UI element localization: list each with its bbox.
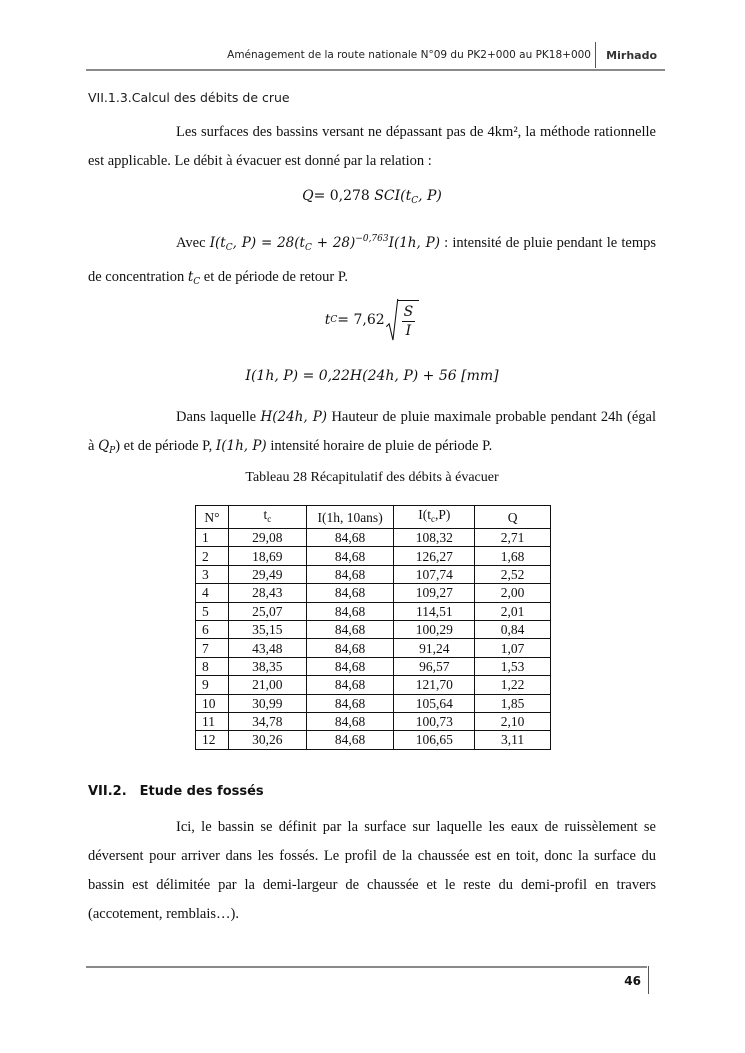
table-row xyxy=(196,602,551,620)
table-row xyxy=(196,676,551,694)
table-cell: 21,00 xyxy=(228,676,306,694)
table-row xyxy=(196,639,551,657)
table-cell: 2,10 xyxy=(475,712,551,730)
table-row xyxy=(196,547,551,565)
eq-q-end: , P) xyxy=(418,188,442,204)
p3-qp-sub: P xyxy=(109,446,116,456)
section-heading-calcul: VII.1.3.Calcul des débits de crue xyxy=(88,90,290,105)
equation-i xyxy=(88,368,656,384)
table-cell: 1 xyxy=(196,529,229,547)
table-cell: 84,68 xyxy=(306,547,394,565)
header-q: Q xyxy=(475,506,551,529)
table-cell: 2 xyxy=(196,547,229,565)
table-cell: 38,35 xyxy=(228,657,306,675)
table-cell: 100,73 xyxy=(394,712,475,730)
p3-d: intensité horaire de pluie de période P. xyxy=(266,438,493,454)
table-cell: 105,64 xyxy=(394,694,475,712)
table-caption: Tableau 28 Récapitulatif des débits à évacuer xyxy=(245,470,499,485)
p3-h: H(24h, P) xyxy=(260,409,328,425)
table-cell: 29,08 xyxy=(228,529,306,547)
table-cell: 11 xyxy=(196,712,229,730)
formula-d: C xyxy=(304,243,312,253)
formula-e: + 28) xyxy=(311,235,356,251)
eq-tc-symbol: t xyxy=(324,312,331,328)
eq-q-sci: SCI xyxy=(374,188,401,204)
paragraph-avec xyxy=(88,225,656,297)
eq-q-args: (t xyxy=(400,188,412,204)
table-cell: 121,70 xyxy=(394,676,475,694)
table-cell: 84,68 xyxy=(306,565,394,583)
table-cell: 25,07 xyxy=(228,602,306,620)
header-itc-sub: c xyxy=(431,514,436,524)
table-cell: 10 xyxy=(196,694,229,712)
fosses-text: Ici, le bassin se définit par la surface sur laquelle les eaux de ruissèlement se déversent pour arriver dans les fossés. Le profil de la chaussée est en toit, donc la surface du bassin est délimitée par la demi-largeur de chaussée et le reste du demi-profil en travers (accotement, remblais…). xyxy=(88,819,656,922)
table-cell: 114,51 xyxy=(394,602,475,620)
equation-q xyxy=(88,188,656,206)
table-row xyxy=(196,657,551,675)
table-cell: 0,84 xyxy=(475,620,551,638)
table-cell: 3 xyxy=(196,565,229,583)
equation-tc xyxy=(88,298,656,342)
p3-c: ) et de période P, xyxy=(115,438,216,454)
eq-tc-fraction xyxy=(398,300,420,340)
table-cell: 30,99 xyxy=(228,694,306,712)
recap-table xyxy=(195,505,551,750)
table-cell: 109,27 xyxy=(394,584,475,602)
table-row xyxy=(196,731,551,749)
table-cell: 84,68 xyxy=(306,639,394,657)
table-cell: 1,68 xyxy=(475,547,551,565)
eq-q-coef: = 0,278 xyxy=(313,188,375,204)
header-rule xyxy=(86,69,665,71)
header-itc-label: I(t xyxy=(418,507,432,522)
table-cell: 2,01 xyxy=(475,602,551,620)
table-cell: 91,24 xyxy=(394,639,475,657)
table-row xyxy=(196,694,551,712)
table-cell: 84,68 xyxy=(306,602,394,620)
table-cell: 1,53 xyxy=(475,657,551,675)
table-cell: 108,32 xyxy=(394,529,475,547)
table-cell: 1,85 xyxy=(475,694,551,712)
section-heading-fosses: VII.2. Etude des fossés xyxy=(88,784,264,799)
table-row xyxy=(196,620,551,638)
table-cell: 2,71 xyxy=(475,529,551,547)
table-cell: 30,26 xyxy=(228,731,306,749)
table-cell: 84,68 xyxy=(306,731,394,749)
header-itc-end: ,P) xyxy=(435,507,451,522)
table-cell: 6 xyxy=(196,620,229,638)
header-tc-sub: c xyxy=(267,514,272,524)
header-divider xyxy=(595,42,596,68)
table-cell: 12 xyxy=(196,731,229,749)
radical-sign xyxy=(385,298,399,342)
footer-divider xyxy=(648,966,649,994)
p3-a: Dans laquelle xyxy=(176,409,261,425)
table-cell: 84,68 xyxy=(306,620,394,638)
p3-b: Hauteur de pluie maximale probable pendant 24h (égal à xyxy=(88,409,656,454)
formula-exponent: −0,763 xyxy=(355,234,389,244)
table-cell: 84,68 xyxy=(306,712,394,730)
footer-rule xyxy=(86,966,647,968)
header-title: Aménagement de la route nationale N°09 du PK2+000 au PK18+000 xyxy=(227,49,591,61)
table-row xyxy=(196,529,551,547)
table-cell: 84,68 xyxy=(306,529,394,547)
paragraph-text: Les surfaces des bassins versant ne dépassant pas de 4km², la méthode rationnelle est applicable. Le débit à évacuer est donné par la relation : xyxy=(88,124,656,169)
table-cell: 35,15 xyxy=(228,620,306,638)
table-cell: 3,11 xyxy=(475,731,551,749)
avec-text: : intensité de pluie pendant le temps de concentration xyxy=(88,235,657,285)
header-i1h: I(1h, 10ans) xyxy=(306,506,394,529)
eq-tc-coef: = 7,62 xyxy=(337,312,385,328)
table-cell: 100,29 xyxy=(394,620,475,638)
table-cell: 84,68 xyxy=(306,584,394,602)
fraction-numerator: S xyxy=(403,304,414,320)
header-tc xyxy=(228,506,306,529)
avec-text-end: et de période de retour P. xyxy=(200,269,348,285)
table-cell: 84,68 xyxy=(306,676,394,694)
table-cell: 2,52 xyxy=(475,565,551,583)
table-cell: 1,07 xyxy=(475,639,551,657)
table-cell: 4 xyxy=(196,584,229,602)
p3-i: I(1h, P) xyxy=(215,438,267,454)
eq-q-symbol: Q xyxy=(302,188,314,204)
page-number: 46 xyxy=(624,974,641,988)
table-cell: 5 xyxy=(196,602,229,620)
table-row xyxy=(196,584,551,602)
header-n: N° xyxy=(196,506,229,529)
page-header xyxy=(86,38,665,72)
tc-symbol: t xyxy=(187,269,194,285)
table-cell: 9 xyxy=(196,676,229,694)
eq-tc-sub: C xyxy=(330,315,338,325)
paragraph-rationnelle xyxy=(88,118,656,176)
table-cell: 8 xyxy=(196,657,229,675)
paragraph-fosses xyxy=(88,813,656,929)
avec-word: Avec xyxy=(176,235,206,251)
formula-c: , P) = 28(t xyxy=(232,235,305,251)
table-cell: 43,48 xyxy=(228,639,306,657)
table-cell: 96,57 xyxy=(394,657,475,675)
table-cell: 34,78 xyxy=(228,712,306,730)
paragraph-laquelle xyxy=(88,403,656,466)
table-cell: 106,65 xyxy=(394,731,475,749)
table-cell: 29,49 xyxy=(228,565,306,583)
eq-q-sub: C xyxy=(411,196,419,206)
table-cell: 84,68 xyxy=(306,657,394,675)
formula-b: C xyxy=(225,243,233,253)
formula-f: I(1h, P) xyxy=(388,235,440,251)
header-tc-label: t xyxy=(263,507,268,522)
table-cell: 18,69 xyxy=(228,547,306,565)
header-itc xyxy=(394,506,475,529)
eq-i-text: I(1h, P) = 0,22H(24h, P) + 56 [mm] xyxy=(245,368,499,384)
p3-qp: Q xyxy=(98,438,110,454)
table-row xyxy=(196,565,551,583)
header-author: Mirhado xyxy=(606,49,657,62)
table-cell: 1,22 xyxy=(475,676,551,694)
table-cell: 28,43 xyxy=(228,584,306,602)
table-cell: 126,27 xyxy=(394,547,475,565)
table-cell: 2,00 xyxy=(475,584,551,602)
fraction-denominator: I xyxy=(405,323,412,339)
tc-sub: C xyxy=(193,277,201,287)
table-cell: 84,68 xyxy=(306,694,394,712)
table-cell: 107,74 xyxy=(394,565,475,583)
table-cell: 7 xyxy=(196,639,229,657)
formula-a: I(t xyxy=(209,235,226,251)
table-row xyxy=(196,712,551,730)
table-header-row xyxy=(196,506,551,529)
